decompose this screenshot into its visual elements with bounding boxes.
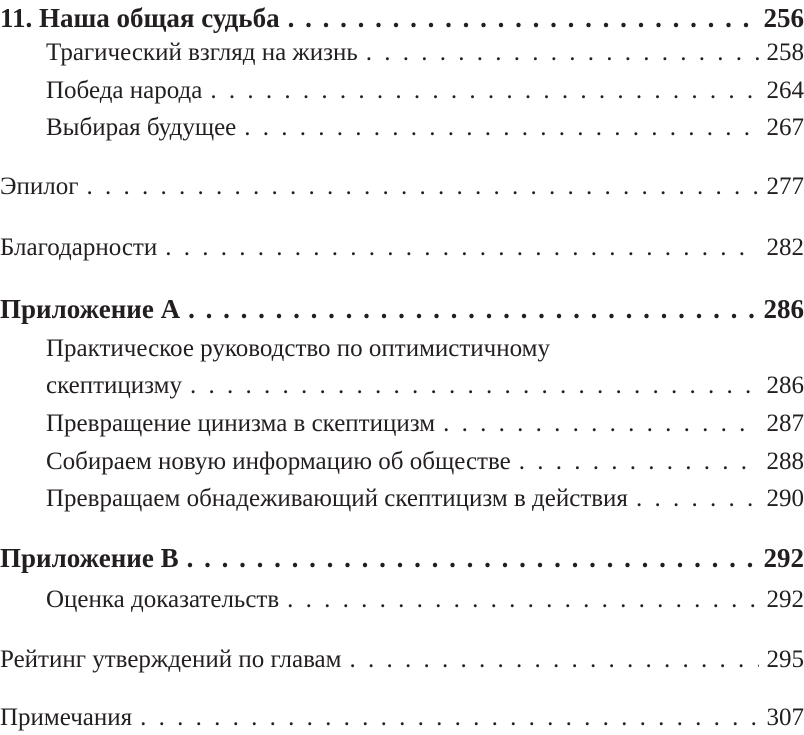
toc-entry-page: 290 <box>766 485 804 512</box>
toc-entry-peoples-victory[interactable] <box>46 76 804 106</box>
dot-leader <box>187 543 756 573</box>
toc-entry-title: Трагический взгляд на жизнь <box>46 39 358 66</box>
dot-leader <box>188 294 755 324</box>
dot-leader <box>636 484 759 514</box>
toc-entry-new-information[interactable] <box>46 447 804 477</box>
toc-entry-title: Собираем новую информацию об обществе <box>46 448 511 475</box>
toc-entry-cynicism-to-skepticism[interactable] <box>46 409 804 439</box>
toc-entry-title: Приложение А <box>0 294 181 324</box>
toc-entry-page: 277 <box>766 173 804 200</box>
toc-entry-title-line1[interactable]: Практическое руководство по оптимистичному <box>46 335 550 362</box>
toc-entry-page: 286 <box>766 372 804 399</box>
toc-entry-page: 264 <box>766 77 804 104</box>
toc-entry-title: Примечания <box>0 704 133 731</box>
toc-entry-page: 286 <box>763 294 804 324</box>
toc-entry-title: скептицизму <box>46 372 182 399</box>
toc-entry-title: Победа народа <box>46 77 203 104</box>
toc-entry-title: Оценка доказательств <box>46 586 280 613</box>
toc-entry-notes[interactable] <box>0 703 804 733</box>
toc-entry-title: Благодарности <box>0 234 158 261</box>
toc-entry-tragic-view[interactable] <box>46 38 804 68</box>
toc-entry-chapter-11[interactable] <box>0 3 804 33</box>
toc-entry-page: 258 <box>766 39 804 66</box>
dot-leader <box>287 585 758 615</box>
dot-leader <box>87 172 759 202</box>
toc-entry-page: 288 <box>766 448 804 475</box>
toc-entry-skepticism-into-action[interactable] <box>46 484 804 514</box>
toc-entry-title: Приложение В <box>0 543 179 573</box>
dot-leader <box>165 233 758 263</box>
toc-entry-claims-rating[interactable] <box>0 645 804 675</box>
dot-leader <box>190 371 759 401</box>
dot-leader <box>443 409 758 439</box>
toc-entry-appendix-b[interactable] <box>0 543 804 573</box>
toc-entry-page: 292 <box>763 543 804 573</box>
toc-entry-acknowledgments[interactable] <box>0 233 804 263</box>
toc-entry-page: 287 <box>766 410 804 437</box>
toc-entry-practical-guide[interactable] <box>46 371 804 401</box>
toc-entry-page: 256 <box>763 3 804 33</box>
toc-entry-choosing-future[interactable] <box>46 113 804 143</box>
toc-entry-title: Эпилог <box>0 173 79 200</box>
toc-entry-appendix-a[interactable] <box>0 294 804 324</box>
dot-leader <box>210 76 758 106</box>
dot-leader <box>140 703 758 733</box>
dot-leader <box>244 113 758 143</box>
toc-entry-page: 292 <box>766 586 804 613</box>
toc-entry-title: Превращение цинизма в скептицизм <box>46 410 436 437</box>
toc-entry-title: 11. Наша общая судьба <box>0 3 280 33</box>
toc-entry-page: 307 <box>766 704 804 731</box>
dot-leader <box>288 3 756 33</box>
toc-entry-title: Превращаем обнадеживающий скептицизм в действия <box>46 485 628 512</box>
toc-entry-page: 295 <box>766 646 804 673</box>
toc-entry-title: Выбирая будущее <box>46 114 237 141</box>
toc-entry-evidence-assessment[interactable] <box>46 585 804 615</box>
toc-entry-epilogue[interactable] <box>0 172 804 202</box>
toc-entry-title: Рейтинг утверждений по главам <box>0 646 342 673</box>
dot-leader <box>519 447 759 477</box>
dot-leader <box>366 38 759 68</box>
toc-entry-page: 267 <box>766 114 804 141</box>
toc-entry-page: 282 <box>766 234 804 261</box>
dot-leader <box>349 645 758 675</box>
